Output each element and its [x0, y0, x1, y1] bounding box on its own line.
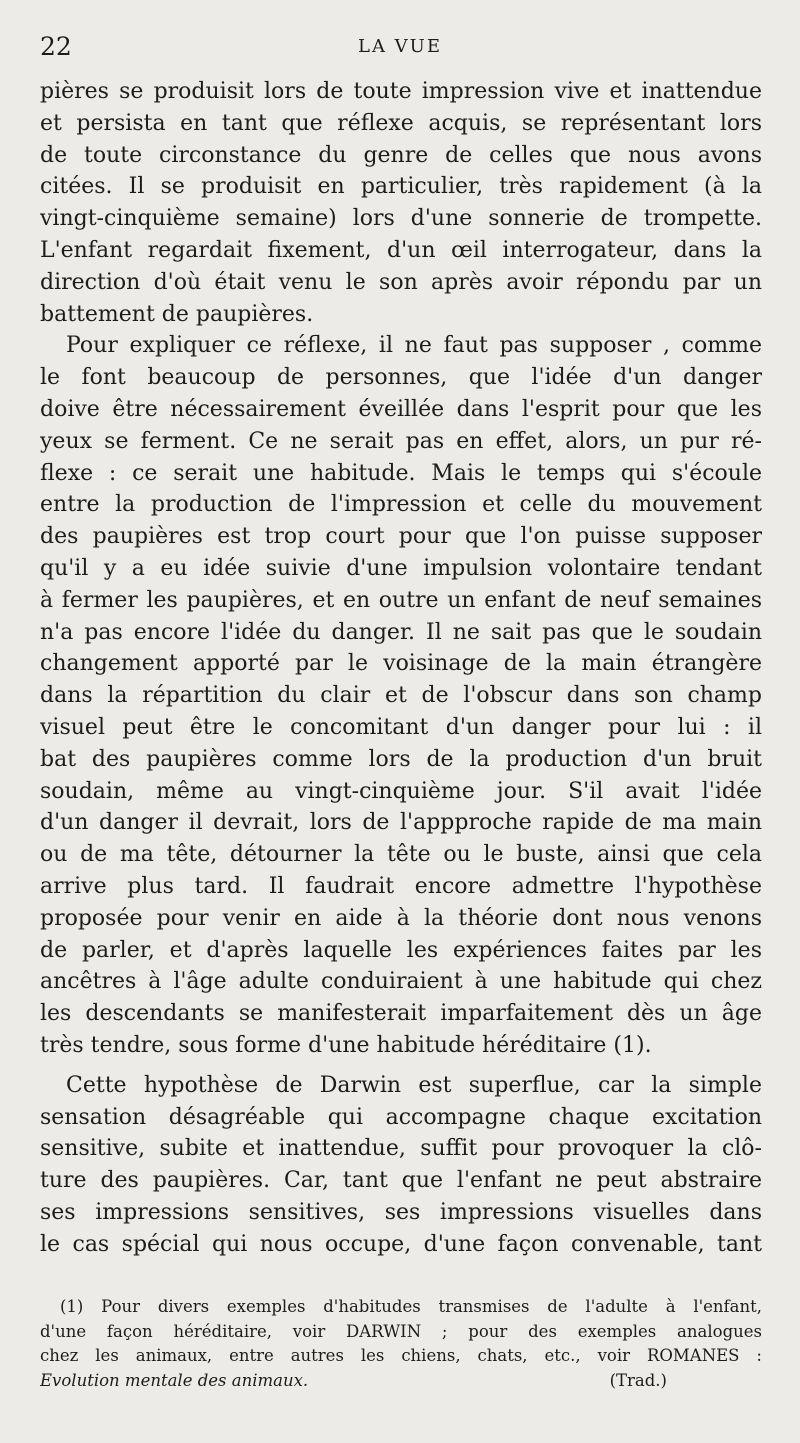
text-line: direction d'où était venu le son après avoir répondu par un: [40, 269, 762, 295]
text-line: changement apporté par le voisinage de la main étrangère: [40, 651, 762, 677]
text-line: sensitive, subite et inattendue, suffit pour provoquer la clô-: [40, 1136, 762, 1162]
page-number: 22: [40, 32, 72, 61]
text-line: n'a pas encore l'idée du danger. Il ne sait pas que le soudain: [40, 619, 762, 645]
text-line: le font beaucoup de personnes, que l'idée d'un danger: [40, 365, 762, 391]
text-line: les descendants se manifesterait imparfaitement dès un âge: [40, 1001, 762, 1027]
text-line: Cette hypothèse de Darwin est superflue, car la simple: [66, 1072, 762, 1098]
text-line: L'enfant regardait fixement, d'un œil interrogateur, dans la: [40, 237, 762, 263]
text-line: proposée pour venir en aide à la théorie dont nous venons: [40, 905, 762, 931]
text-line: citées. Il se produisit en particulier, très rapidement (à la: [40, 174, 762, 200]
text-line: d'un danger il devrait, lors de l'appproche rapide de ma main: [40, 810, 762, 836]
text-line: dans la répartition du clair et de l'obscur dans son champ: [40, 683, 762, 709]
text-line: ancêtres à l'âge adulte conduiraient à une habitude qui chez: [40, 969, 762, 995]
text-line: doive être nécessairement éveillée dans l'esprit pour que les: [40, 396, 762, 422]
text-line: le cas spécial qui nous occupe, d'une façon convenable, tant: [40, 1231, 762, 1257]
text-line: qu'il y a eu idée suivie d'une impulsion volontaire tendant: [40, 555, 762, 581]
text-line: de parler, et d'après laquelle les expériences faites par les: [40, 937, 762, 963]
text-line: visuel peut être le concomitant d'un danger pour lui : il: [40, 714, 762, 740]
text-line: entre la production de l'impression et celle du mouvement: [40, 492, 762, 518]
text-line: ou de ma tête, détourner la tête ou le buste, ainsi que cela: [40, 842, 762, 868]
text-line: et persista en tant que réflexe acquis, se représentant lors: [40, 110, 762, 136]
running-head: LA VUE: [358, 36, 442, 57]
text-line: vingt-cinquième semaine) lors d'une sonnerie de trompette.: [40, 206, 762, 232]
footnote-citation: Evolution mentale des animaux.: [40, 1370, 309, 1390]
text-line: soudain, même au vingt-cinquième jour. S'il avait l'idée: [40, 778, 762, 804]
footnotes: [40, 1295, 762, 1393]
body-text: [40, 76, 762, 1260]
text-line: Pour expliquer ce réflexe, il ne faut pas supposer , comme: [66, 333, 762, 359]
page-header: [40, 30, 760, 64]
text-line: bat des paupières comme lors de la production d'un bruit: [40, 746, 762, 772]
footnote-line: chez les animaux, entre autres les chiens, chats, etc., voir ROMANES :: [40, 1346, 762, 1365]
translator-note: (Trad.): [609, 1370, 667, 1390]
text-line: pières se produisit lors de toute impression vive et inattendue: [40, 79, 762, 104]
text-line: à fermer les paupières, et en outre un enfant de neuf semaines: [40, 587, 762, 613]
footnote-line-last: [40, 1369, 762, 1394]
text-line: des paupières est trop court pour que l'on puisse supposer: [40, 524, 762, 550]
footnote-line: (1) Pour divers exemples d'habitudes transmises de l'adulte à l'enfant,: [60, 1297, 762, 1316]
text-line: battement de paupières.: [40, 301, 314, 327]
text-line: ture des paupières. Car, tant que l'enfant ne peut abstraire: [40, 1168, 762, 1194]
text-line: arrive plus tard. Il faudrait encore admettre l'hypothèse: [40, 873, 762, 899]
text-line: yeux se ferment. Ce ne serait pas en effet, alors, un pur ré-: [40, 428, 762, 454]
text-line: sensation désagréable qui accompagne chaque excitation: [40, 1104, 762, 1130]
text-line: flexe : ce serait une habitude. Mais le temps qui s'écoule: [40, 460, 762, 486]
text-line: ses impressions sensitives, ses impressions visuelles dans: [40, 1199, 762, 1225]
footnote-line: d'une façon héréditaire, voir DARWIN ; pour des exemples analogues: [40, 1321, 762, 1341]
text-line: très tendre, sous forme d'une habitude héréditaire (1).: [40, 1032, 652, 1058]
text-line: de toute circonstance du genre de celles que nous avons: [40, 142, 762, 168]
